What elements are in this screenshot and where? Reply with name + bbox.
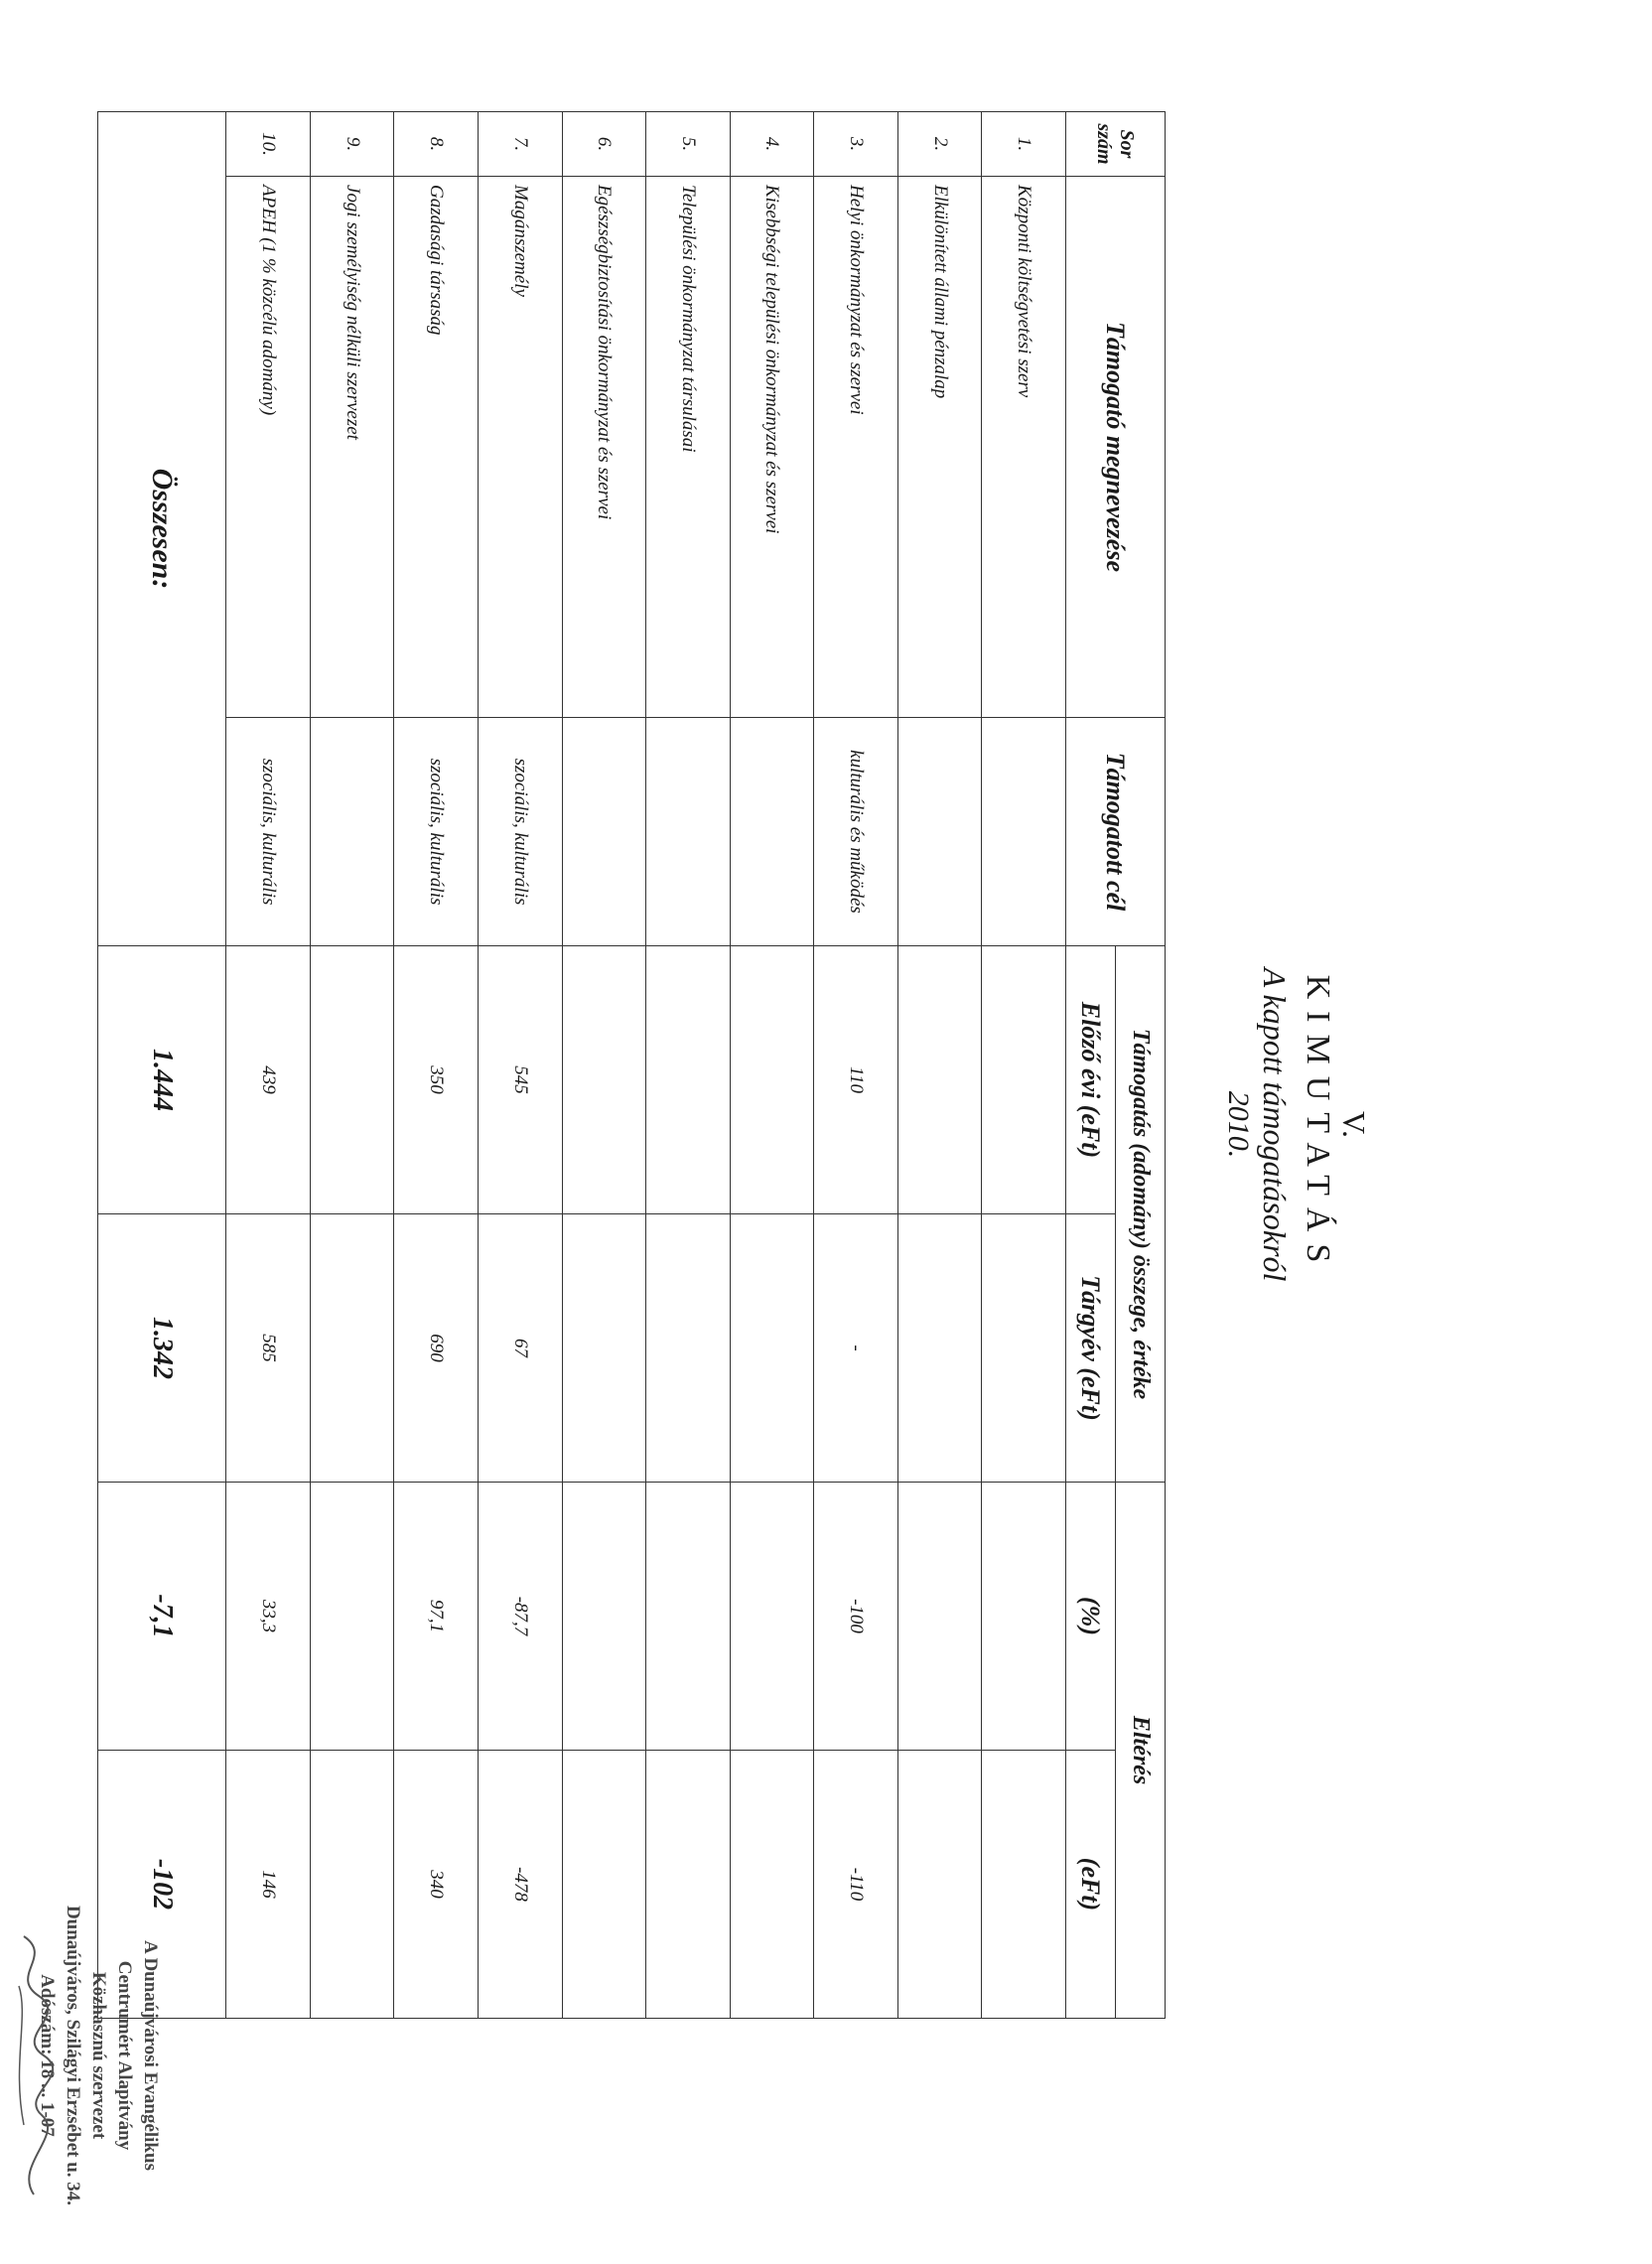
deviation-eft (646, 1751, 731, 2019)
stamp-line: Dunaújváros, Szilágyi Erzsébet u. 34. (63, 1905, 83, 2206)
current-year-amount (982, 1214, 1066, 1483)
current-year-amount (310, 1214, 394, 1483)
current-year-amount: 585 (226, 1214, 311, 1483)
table-row (226, 112, 311, 2019)
deviation-percent: 97,1 (394, 1483, 479, 1751)
row-number: 2. (897, 112, 982, 177)
supporter-name: Elkülönített állami pénzalap (897, 177, 982, 718)
total-prev-year: 1.444 (98, 946, 226, 1214)
document-year: 2010. (1222, 1090, 1255, 1159)
row-number: 9. (310, 112, 394, 177)
deviation-eft: 146 (226, 1751, 311, 2019)
supporter-name: Központi költségvetési szerv (982, 177, 1066, 718)
header-pct: (%) (1066, 1483, 1116, 1751)
prev-year-amount (730, 946, 814, 1214)
total-row (98, 112, 226, 2019)
prev-year-amount (646, 946, 731, 1214)
supported-goal (982, 718, 1066, 946)
prev-year-amount: 110 (814, 946, 898, 1214)
handwritten-signature (4, 1926, 64, 2204)
prev-year-amount (310, 946, 394, 1214)
supporter-name: APEH (1 % közcélú adomány) (226, 177, 311, 718)
total-current-year: 1.342 (98, 1214, 226, 1483)
supported-goal: szociális, kulturális (478, 718, 562, 946)
header-prev-year: Előző évi (eFt) (1066, 946, 1116, 1214)
deviation-percent (562, 1483, 646, 1751)
deviation-eft (310, 1751, 394, 2019)
supported-goal (562, 718, 646, 946)
table-row (394, 112, 479, 2019)
supporter-name: Települési önkormányzat társulásai (646, 177, 731, 718)
header-goal: Támogatott cél (1066, 718, 1166, 946)
prev-year-amount: 439 (226, 946, 311, 1214)
table-row (646, 112, 731, 2019)
supporter-name: Gazdasági társaság (394, 177, 479, 718)
header-row-no: Sor szám (1066, 112, 1166, 177)
row-number: 8. (394, 112, 479, 177)
table-row (562, 112, 646, 2019)
deviation-eft (897, 1751, 982, 2019)
deviation-percent (646, 1483, 731, 1751)
stamp-line: A Dunaújvárosi Evangélikus (140, 1940, 161, 2171)
row-number: 5. (646, 112, 731, 177)
deviation-percent (310, 1483, 394, 1751)
current-year-amount (897, 1214, 982, 1483)
deviation-eft: -110 (814, 1751, 898, 2019)
prev-year-amount (897, 946, 982, 1214)
supporter-name: Kisebbségi települési önkormányzat és szervei (730, 177, 814, 718)
supporter-name: Helyi önkormányzat és szervei (814, 177, 898, 718)
table-row (478, 112, 562, 2019)
header-name: Támogató megnevezése (1066, 177, 1166, 718)
table-body (98, 112, 1066, 2019)
deviation-percent: -100 (814, 1483, 898, 1751)
deviation-eft (730, 1751, 814, 2019)
table-row (310, 112, 394, 2019)
prev-year-amount: 545 (478, 946, 562, 1214)
total-label: Összesen: (98, 112, 226, 946)
supporter-name: Jogi személyiség nélküli szervezet (310, 177, 394, 718)
current-year-amount (730, 1214, 814, 1483)
deviation-percent (982, 1483, 1066, 1751)
current-year-amount (646, 1214, 731, 1483)
supported-goal (897, 718, 982, 946)
table-row (897, 112, 982, 2019)
current-year-amount: 690 (394, 1214, 479, 1483)
row-number: 1. (982, 112, 1066, 177)
header-deviation-group: Eltérés (1116, 1483, 1166, 2019)
row-number: 4. (730, 112, 814, 177)
row-number: 3. (814, 112, 898, 177)
table-row (982, 112, 1066, 2019)
total-deviation-percent: -7,1 (98, 1483, 226, 1751)
stamp-line: Közhasznú szervezet (88, 1971, 109, 2140)
header-current-year: Tárgyév (eFt) (1066, 1214, 1116, 1483)
row-number: 7. (478, 112, 562, 177)
total-deviation-eft: -102 (98, 1751, 226, 2019)
row-number: 6. (562, 112, 646, 177)
prev-year-amount (982, 946, 1066, 1214)
deviation-eft: -478 (478, 1751, 562, 2019)
table-row (730, 112, 814, 2019)
supported-goal (310, 718, 394, 946)
supported-goal (730, 718, 814, 946)
stamp-line: Adószám: 18 ... 1-07 (37, 1974, 58, 2137)
prev-year-amount (562, 946, 646, 1214)
document-subtitle: A kapott támogatásokról (1257, 967, 1293, 1282)
header-eft: (eFt) (1066, 1751, 1116, 2019)
stamp-line: Centrumért Alapítvány (114, 1960, 135, 2151)
supporter-name: Egészségbiztosítási önkormányzat és szervei (562, 177, 646, 718)
supported-goal: szociális, kulturális (226, 718, 311, 946)
deviation-eft (982, 1751, 1066, 2019)
section-number: V. (1336, 1111, 1372, 1138)
deviation-eft: 340 (394, 1751, 479, 2019)
deviation-percent: -87,7 (478, 1483, 562, 1751)
deviation-eft (562, 1751, 646, 2019)
deviation-percent (897, 1483, 982, 1751)
document-title: KIMUTATÁS (1300, 974, 1336, 1275)
table-row (814, 112, 898, 2019)
header-amount-group: Támogatás (adomány) összege, értéke (1116, 946, 1166, 1483)
prev-year-amount: 350 (394, 946, 479, 1214)
supporter-name: Magánszemély (478, 177, 562, 718)
supported-goal: szociális, kulturális (394, 718, 479, 946)
current-year-amount (562, 1214, 646, 1483)
deviation-percent (730, 1483, 814, 1751)
deviation-percent: 33,3 (226, 1483, 311, 1751)
row-number: 10. (226, 112, 311, 177)
current-year-amount: - (814, 1214, 898, 1483)
current-year-amount: 67 (478, 1214, 562, 1483)
supported-goal (646, 718, 731, 946)
support-table (97, 111, 1166, 2019)
supported-goal: kulturális és működés (814, 718, 898, 946)
